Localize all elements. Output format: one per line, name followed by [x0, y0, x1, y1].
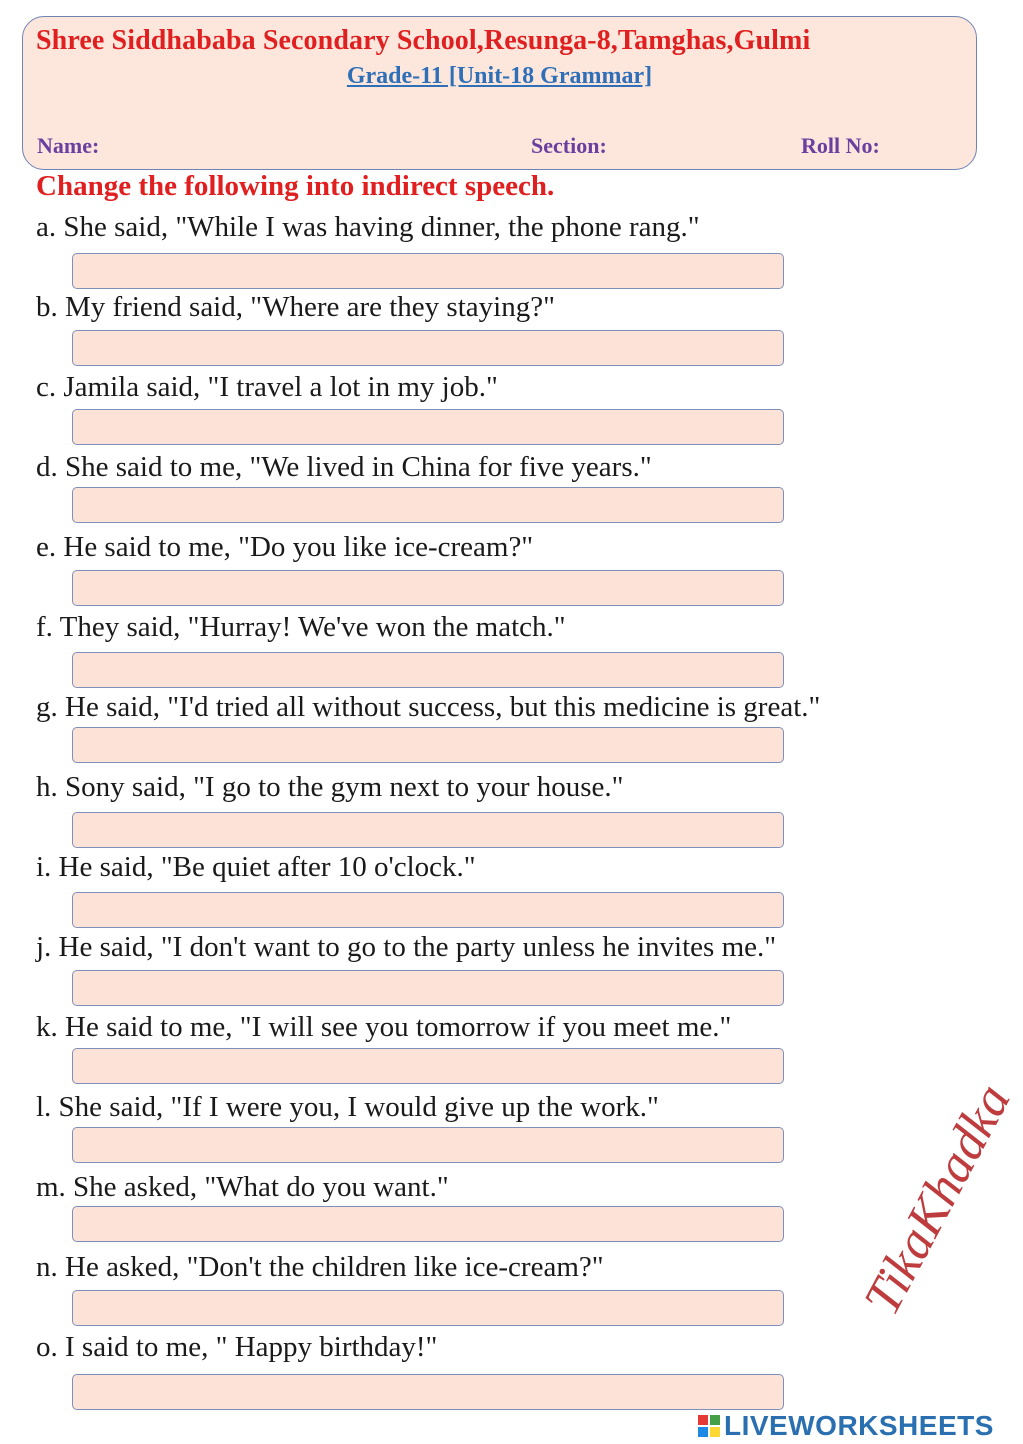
name-label: Name:: [37, 133, 100, 158]
handwritten-signature: TikaKhadka: [853, 1075, 1022, 1324]
question-e: e. He said to me, "Do you like ice-cream?": [36, 531, 534, 563]
answer-box-h[interactable]: [72, 812, 784, 848]
roll-label: Roll No:: [801, 133, 880, 158]
instruction: Change the following into indirect speech.: [36, 170, 555, 202]
question-b: b. My friend said, "Where are they staying?": [36, 291, 555, 323]
question-l: l. She said, "If I were you, I would give up the work.": [36, 1091, 659, 1123]
worksheet-header: [22, 16, 977, 170]
answer-box-e[interactable]: [72, 570, 784, 606]
question-h: h. Sony said, "I go to the gym next to your house.": [36, 771, 624, 803]
answer-box-l[interactable]: [72, 1127, 784, 1163]
question-j: j. He said, "I don't want to go to the party unless he invites me.": [36, 931, 777, 963]
liveworksheets-logo: [698, 1410, 994, 1442]
answer-box-b[interactable]: [72, 330, 784, 366]
section-label: Section:: [531, 133, 607, 158]
answer-box-i[interactable]: [72, 892, 784, 928]
answer-box-k[interactable]: [72, 1048, 784, 1084]
brand-text: LIVEWORKSHEETS: [724, 1410, 994, 1441]
answer-box-d[interactable]: [72, 487, 784, 523]
answer-box-c[interactable]: [72, 409, 784, 445]
question-o: o. I said to me, " Happy birthday!": [36, 1331, 438, 1363]
answer-box-a[interactable]: [72, 253, 784, 289]
logo-icon: [698, 1415, 720, 1437]
question-f: f. They said, "Hurray! We've won the match.": [36, 611, 566, 643]
question-i: i. He said, "Be quiet after 10 o'clock.": [36, 851, 476, 883]
question-g: g. He said, "I'd tried all without success, but this medicine is great.": [36, 691, 821, 723]
answer-box-m[interactable]: [72, 1206, 784, 1242]
question-m: m. She asked, "What do you want.": [36, 1171, 449, 1203]
question-k: k. He said to me, "I will see you tomorrow if you meet me.": [36, 1011, 732, 1043]
answer-box-g[interactable]: [72, 727, 784, 763]
answer-box-n[interactable]: [72, 1290, 784, 1326]
grade-title: Grade-11 [Unit-18 Grammar]: [346, 63, 653, 89]
question-n: n. He asked, "Don't the children like ice-cream?": [36, 1251, 604, 1283]
school-name: Shree Siddhababa Secondary School,Resunga-8,Tamghas,Gulmi: [36, 25, 811, 56]
question-c: c. Jamila said, "I travel a lot in my job.": [36, 371, 498, 403]
question-d: d. She said to me, "We lived in China for five years.": [36, 451, 652, 483]
answer-box-f[interactable]: [72, 652, 784, 688]
answer-box-o[interactable]: [72, 1374, 784, 1410]
question-a: a. She said, "While I was having dinner, the phone rang.": [36, 211, 700, 243]
answer-box-j[interactable]: [72, 970, 784, 1006]
